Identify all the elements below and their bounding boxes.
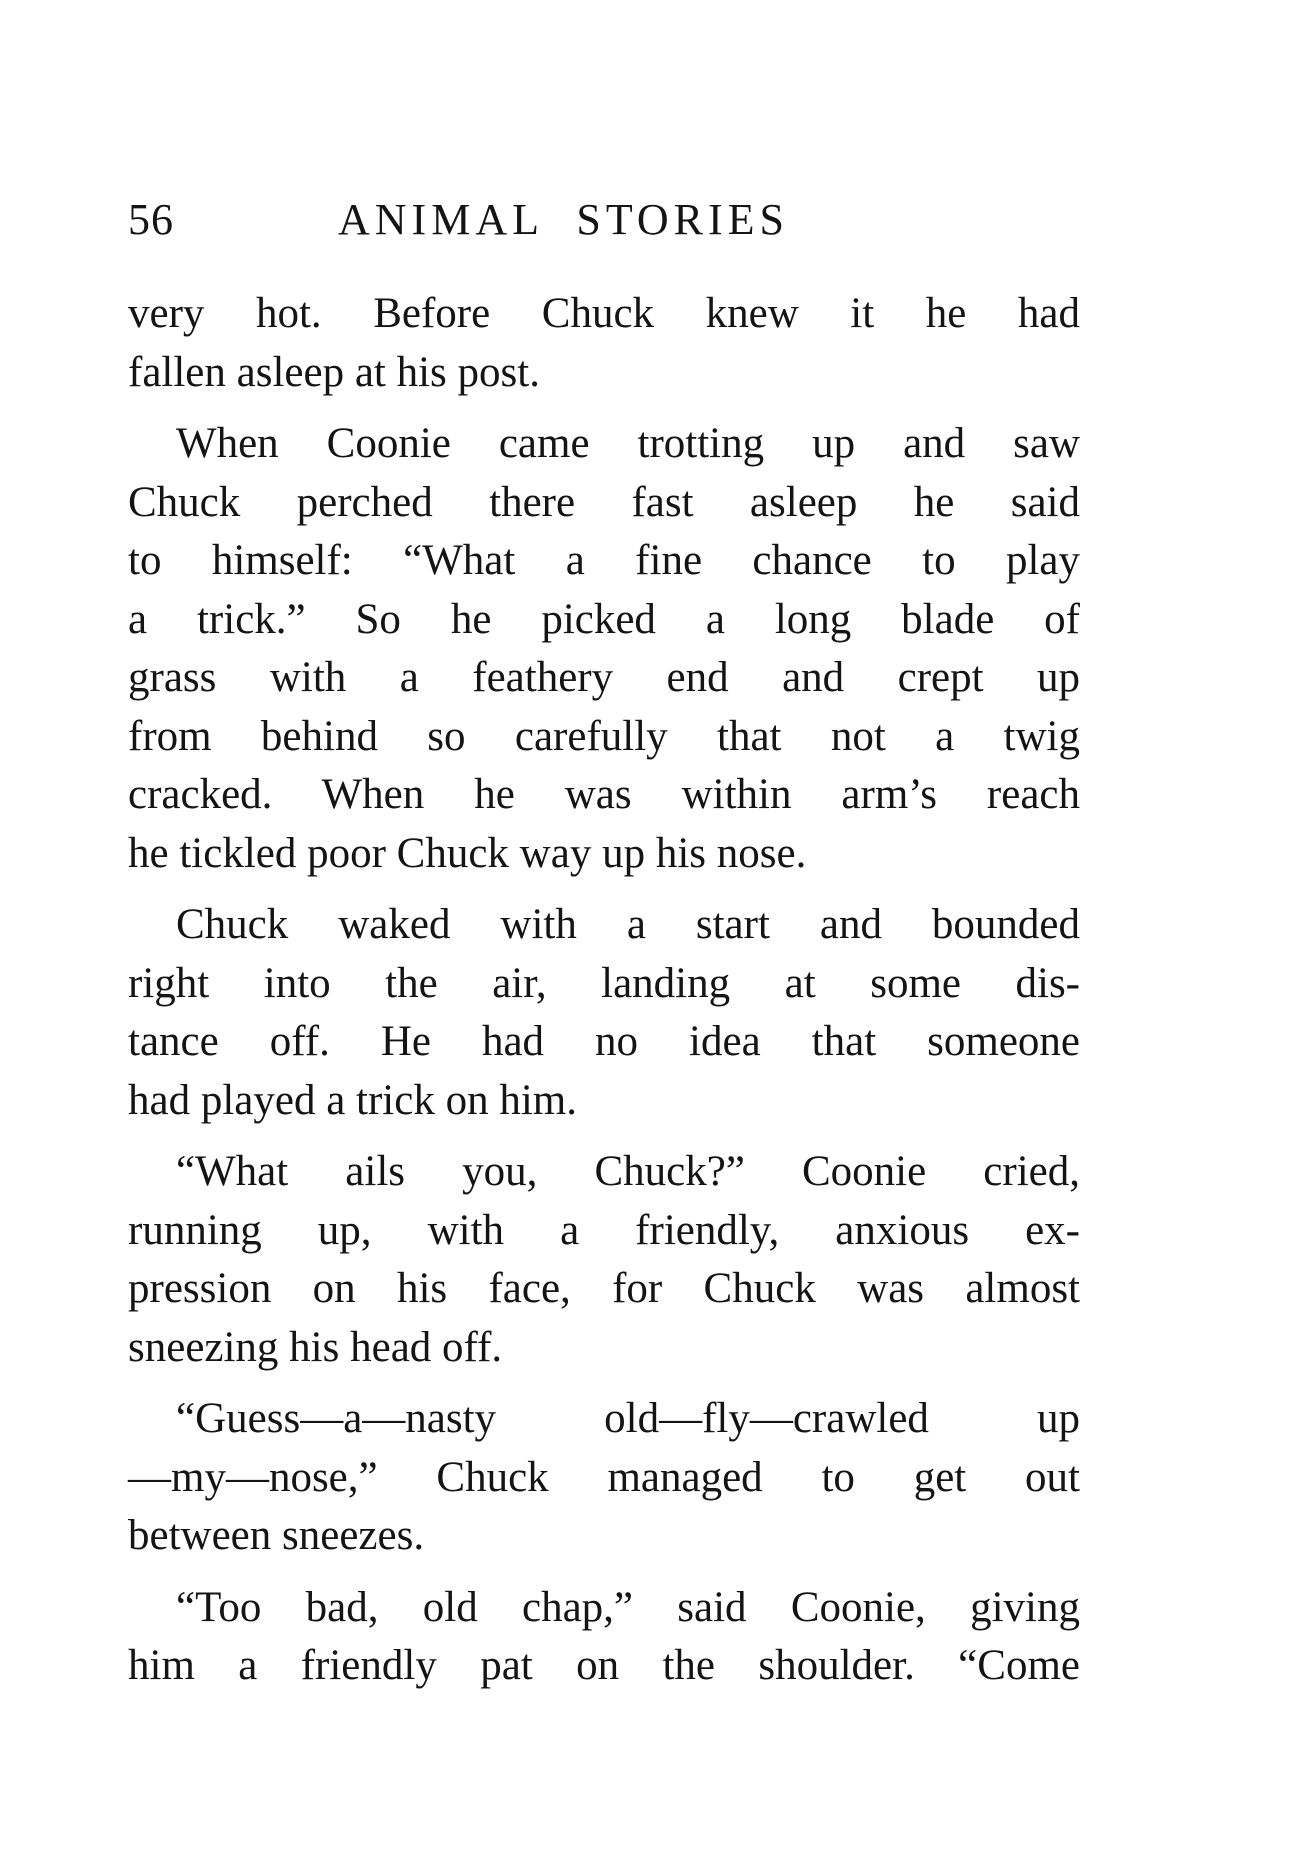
body-text (128, 285, 1080, 1709)
paragraph-5 (128, 1390, 1080, 1566)
text-line: —my—nose,” Chuck managed to get out (128, 1453, 1080, 1501)
text-line: sneezing his head off. (128, 1323, 503, 1371)
text-line: Chuck perched there fast asleep he said (128, 478, 1080, 526)
text-line: grass with a feathery end and crept up (128, 654, 1080, 701)
text-line: “Too bad, old chap,” said Coonie, giving (176, 1583, 1080, 1631)
paragraph-4 (128, 1143, 1080, 1377)
text-line: “What ails you, Chuck?” Coonie cried, (176, 1148, 1080, 1195)
text-line: “Guess—a—nasty old—fly—crawled up (176, 1395, 1080, 1442)
text-line: from behind so carefully that not a twig (128, 712, 1080, 760)
text-line: tance off. He had no idea that someone (128, 1018, 1080, 1065)
text-line: cracked. When he was within arm’s reach (128, 771, 1080, 818)
paragraph-2 (128, 415, 1080, 883)
text-line: Chuck waked with a start and bounded (176, 901, 1080, 948)
paragraph-6 (128, 1579, 1080, 1696)
text-line: him a friendly pat on the shoulder. “Come (128, 1642, 1080, 1689)
text-line: between sneezes. (128, 1512, 425, 1559)
text-line: he tickled poor Chuck way up his nose. (128, 829, 807, 877)
text-line: right into the air, landing at some dis- (128, 959, 1080, 1007)
text-line: pression on his face, for Chuck was almost (128, 1265, 1080, 1312)
text-line: a trick.” So he picked a long blade of (128, 595, 1080, 643)
text-line: had played a trick on him. (128, 1076, 577, 1124)
text-line: When Coonie came trotting up and saw (176, 420, 1080, 467)
running-title: ANIMAL STORIES (338, 195, 790, 244)
text-line: fallen asleep at his post. (128, 348, 540, 396)
paragraph-3 (128, 896, 1080, 1130)
text-line: running up, with a friendly, anxious ex- (128, 1206, 1080, 1254)
paragraph-1 (128, 285, 1080, 402)
text-line: very hot. Before Chuck knew it he had (128, 290, 1080, 337)
page-number: 56 (128, 195, 174, 244)
running-head (128, 190, 1088, 250)
text-line: to himself: “What a fine chance to play (128, 537, 1080, 584)
